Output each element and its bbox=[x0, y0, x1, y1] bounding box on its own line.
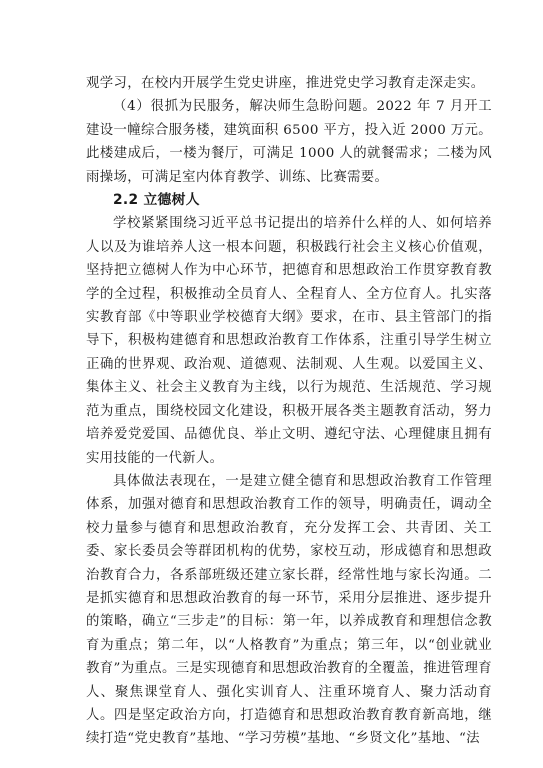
paragraph-continuation: 观学习，在校内开展学生党史讲座，推进党史学习教育走深走实。 bbox=[86, 76, 485, 91]
document-page bbox=[86, 72, 492, 751]
paragraph-moral-education: 学校紧紧围绕习近平总书记提出的培养什么样的人、如何培养人以及为谁培养人这一根本问题，积极践行社会主义核心价值观，坚持把立德树人作为中心环节，把德育和思想政治工作贯穿教育教学的全过程，积极推动全员育人、全程育人、全方位育人。扎实落实教育部《中等职业学校德育大纲》要求，在市、县主管部门的指导下，积极构建德育和思想政治教育工作体系，注重引导学生树立正确的世界观、政治观、道德观、法制观、人生观。以爱国主义、集体主义、社会主义教育为主线，以行为规范、生活规范、学习规范为重点，围绕校园文化建设，积极开展各类主题教育活动，努力培养爱党爱国、品德优良、举止文明、遵纪守法、心理健康且拥有实用技能的一代新人。 bbox=[86, 216, 492, 466]
section-heading: 2.2 立德树人 bbox=[113, 192, 200, 209]
paragraph-methods: 具体做法表现在，一是建立健全德育和思想政治教育工作管理体系，加强对德育和思想政治教育工作的领导，明确责任，调动全校力量参与德育和思想政治教育，充分发挥工会、共青团、关工委、家长委员会等群团机构的优势，家校互动，形成德育和思想政治教育合力，各系部班级还建立家长群，经常性地与家长沟通。二是抓实德育和思想政治教育的每一环节，采用分层推进、逐步提升的策略，确立“三步走”的目标：第一年，以养成教育和理想信念教育为重点；第二年，以“人格教育”为重点；第三年，以“创业就业教育”为重点。三是实现德育和思想政治教育的全覆盖，推进管理育人、聚焦课堂育人、强化实训育人、注重环境育人、聚力活动育人。四是坚定政治方向，打造德育和思想政治教育教育新高地，继续打造“党史教育”基地、“学习劳模”基地、“乡贤文化”基地、“法 bbox=[86, 473, 492, 747]
paragraph-service: （4）很抓为民服务，解决师生急盼问题。2022 年 7 月开工建设一幢综合服务楼，建筑面积 6500 平方，投入近 2000 万元。此楼建成后，一楼为餐厅，可满足 1000 人的就餐需求；二楼为风雨操场，可满足室内体育教学、训练、比赛需要。 bbox=[86, 99, 492, 185]
